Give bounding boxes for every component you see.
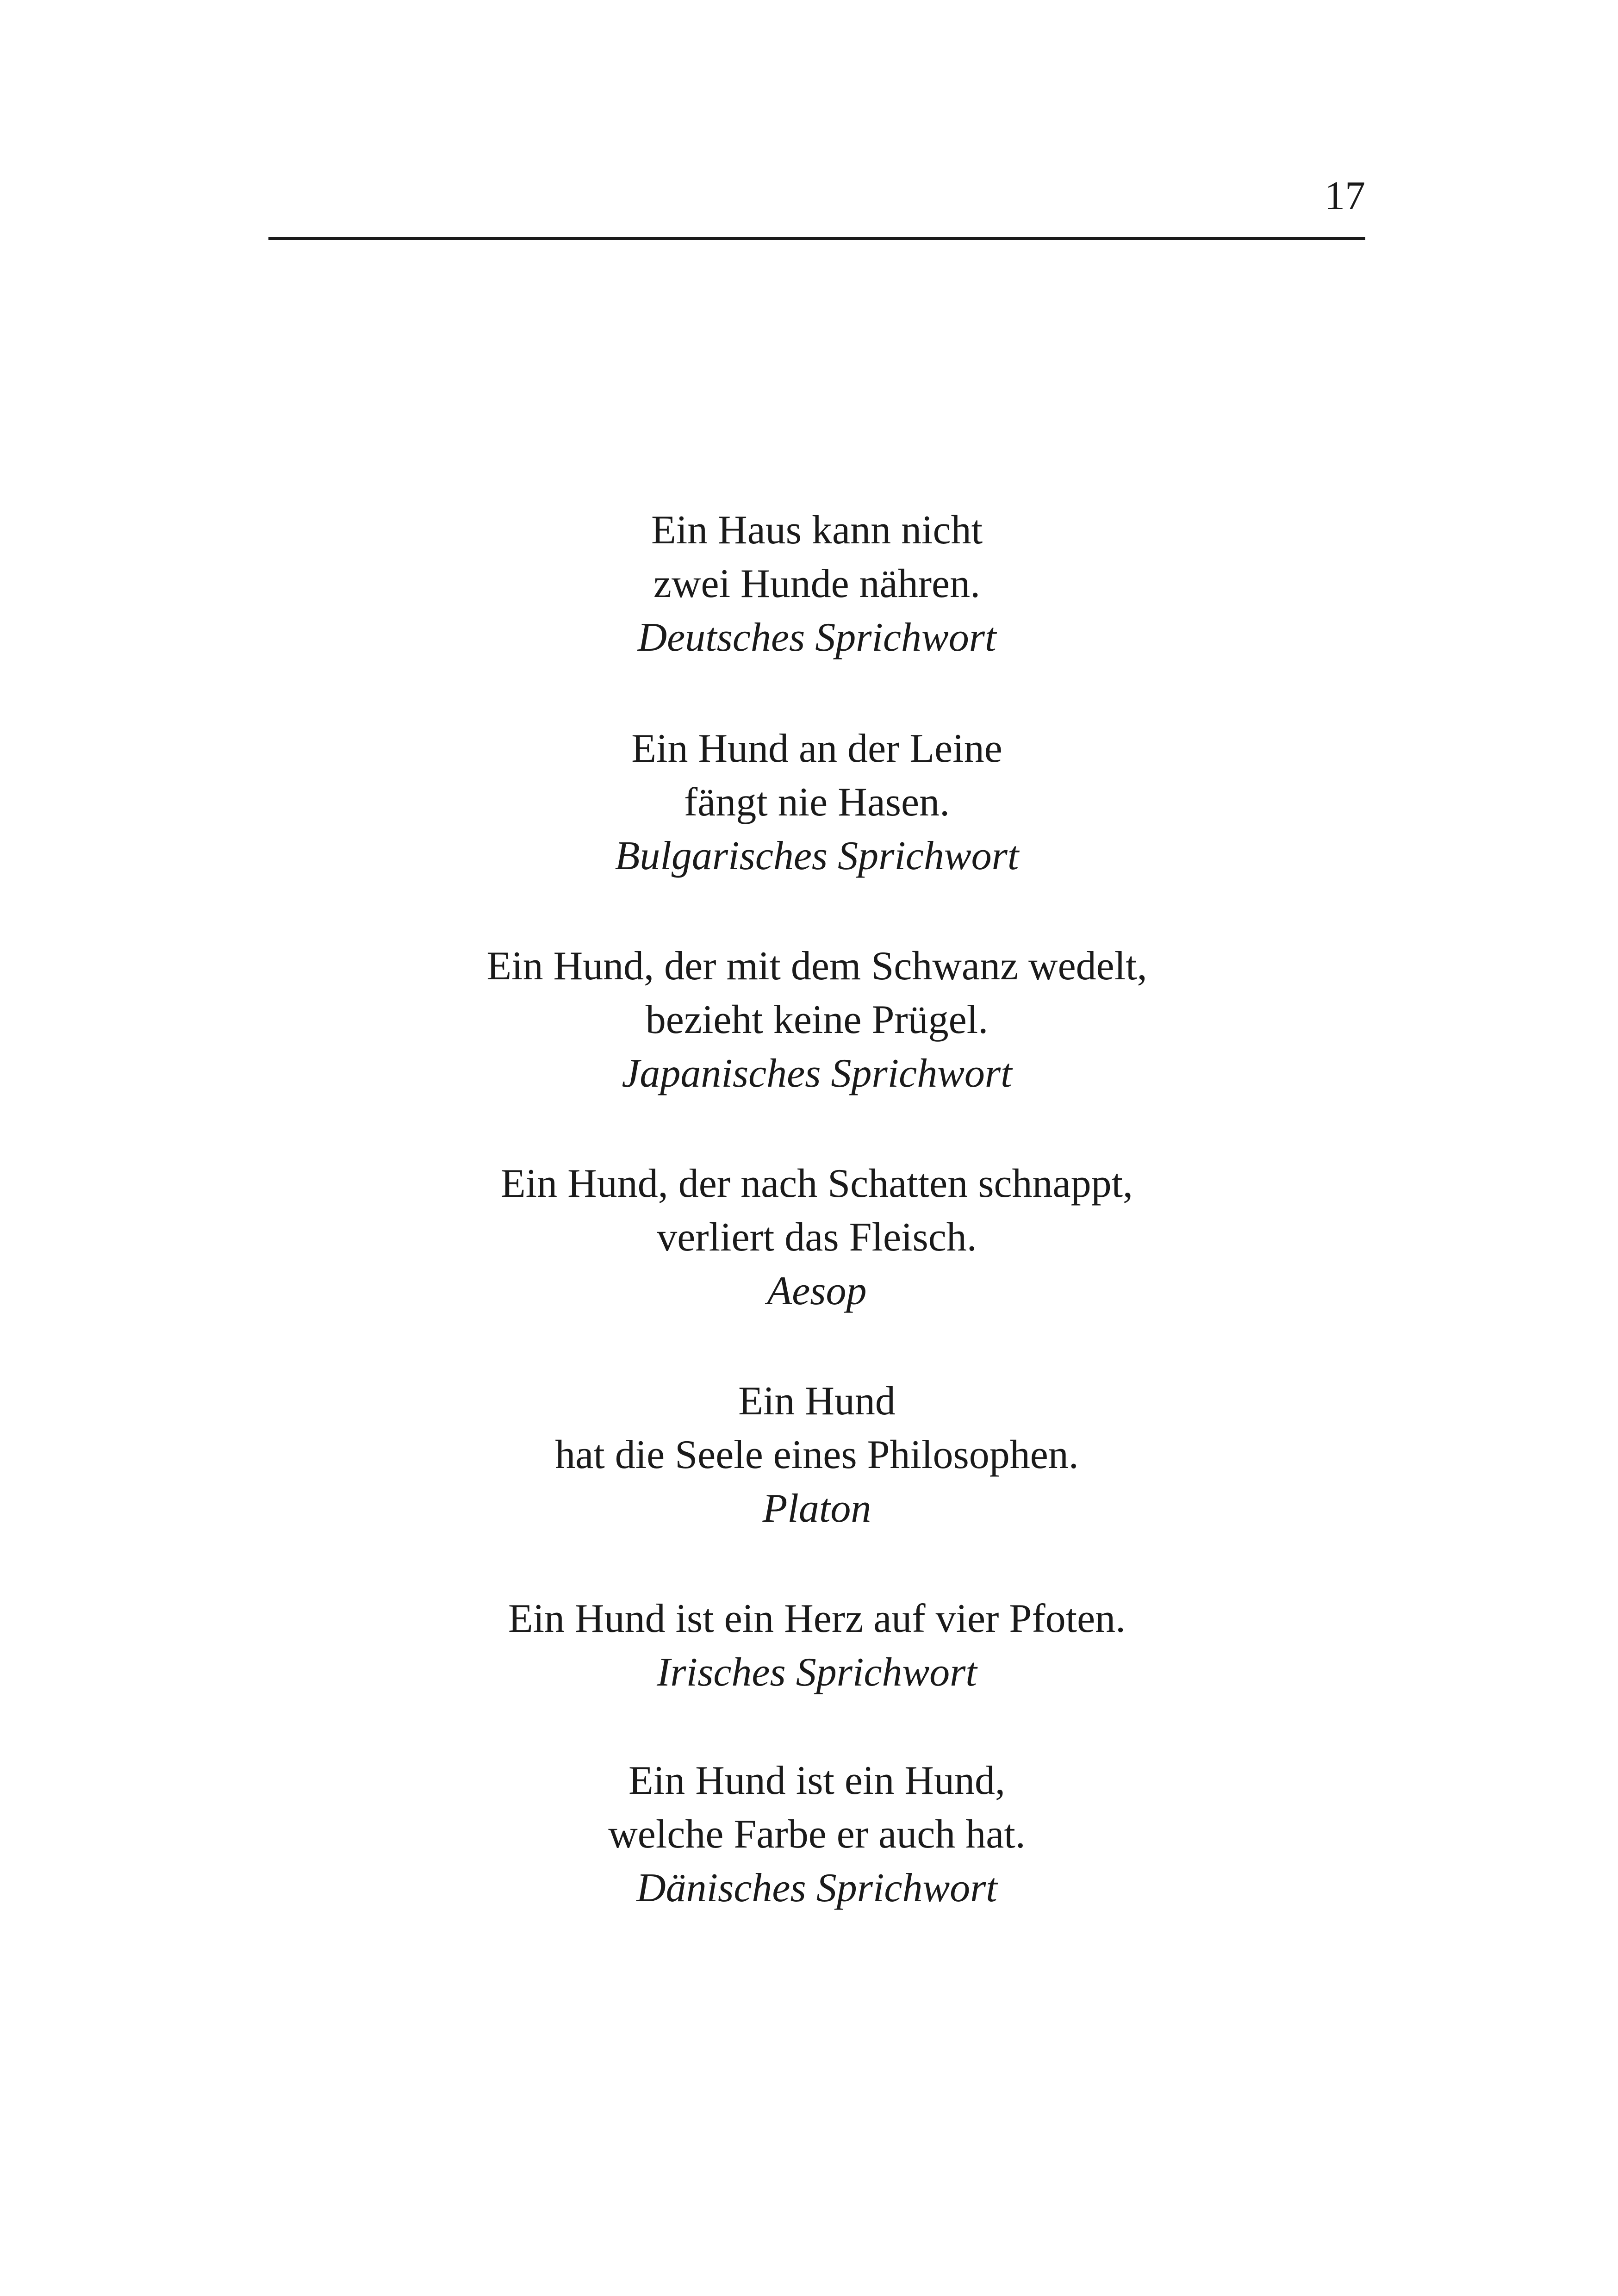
quote-line: Ein Hund an der Leine <box>631 726 1002 771</box>
quote-line: hat die Seele eines Philosophen. <box>555 1432 1079 1477</box>
quote-block <box>268 1592 1365 1699</box>
quote-block <box>268 1375 1365 1536</box>
quote-line: fängt nie Hasen. <box>684 780 950 825</box>
quote-line: welche Farbe er auch hat. <box>608 1812 1026 1857</box>
quote-line: verliert das Fleisch. <box>657 1215 977 1260</box>
quote-block <box>268 722 1365 883</box>
quote-source: Dänisches Sprichwort <box>636 1866 997 1910</box>
quote-source: Bulgarisches Sprichwort <box>615 834 1019 878</box>
quote-source: Deutsches Sprichwort <box>637 615 996 660</box>
quote-source: Irisches Sprichwort <box>657 1650 977 1695</box>
quote-line: bezieht keine Prügel. <box>645 997 989 1042</box>
quote-line: Ein Hund <box>738 1379 896 1424</box>
quote-line: zwei Hunde nähren. <box>653 561 981 606</box>
page-number: 17 <box>1325 174 1365 218</box>
quote-source: Japanisches Sprichwort <box>622 1051 1012 1096</box>
quote-block <box>268 504 1365 665</box>
quote-line: Ein Hund ist ein Herz auf vier Pfoten. <box>508 1596 1126 1641</box>
quote-line: Ein Haus kann nicht <box>651 508 983 553</box>
quote-source: Aesop <box>767 1269 867 1313</box>
quote-block <box>268 1157 1365 1318</box>
quote-block <box>268 940 1365 1101</box>
quote-line: Ein Hund, der nach Schatten schnappt, <box>500 1161 1133 1206</box>
quote-line: Ein Hund ist ein Hund, <box>629 1758 1005 1803</box>
quote-source: Platon <box>762 1486 871 1531</box>
quote-block <box>268 1754 1365 1915</box>
quote-line: Ein Hund, der mit dem Schwanz wedelt, <box>486 944 1147 989</box>
header-rule <box>268 237 1365 240</box>
